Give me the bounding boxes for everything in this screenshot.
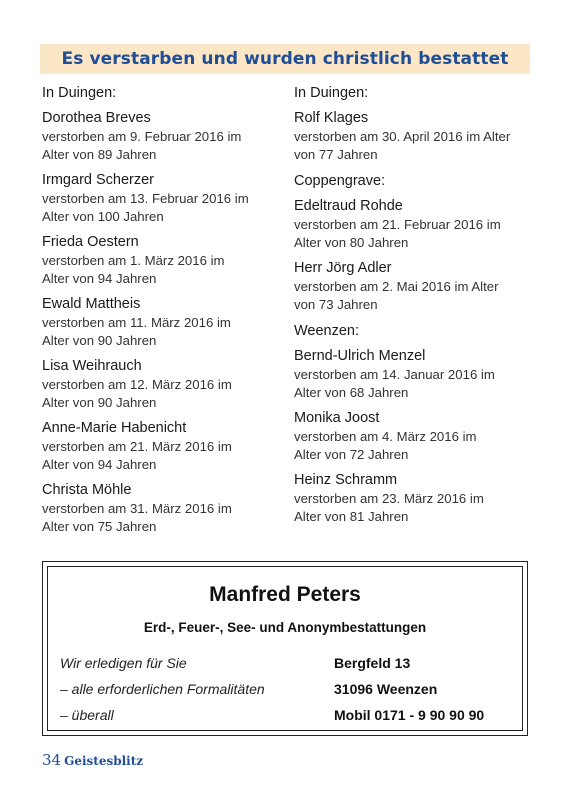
death-date-line: verstorben am 13. Februar 2016 im bbox=[42, 191, 249, 206]
obituary-entry bbox=[294, 471, 534, 526]
age-line: Alter von 75 Jahren bbox=[42, 519, 157, 534]
age-line: Alter von 68 Jahren bbox=[294, 385, 409, 400]
advertisement-inner-border bbox=[47, 566, 523, 731]
offer-line: Wir erledigen für Sie bbox=[60, 655, 187, 671]
age-line: Alter von 89 Jahren bbox=[42, 147, 157, 162]
deceased-name: Christa Möhle bbox=[42, 482, 132, 498]
death-date-line: verstorben am 21. Februar 2016 im bbox=[294, 217, 501, 232]
obituary-entry bbox=[42, 419, 282, 474]
page-number: 34 bbox=[42, 751, 62, 769]
age-line: von 73 Jahren bbox=[294, 297, 378, 312]
age-line: Alter von 100 Jahren bbox=[42, 209, 164, 224]
deceased-name: Frieda Oestern bbox=[42, 234, 139, 250]
street-address: Bergfeld 13 bbox=[334, 655, 411, 671]
age-line: Alter von 72 Jahren bbox=[294, 447, 409, 462]
age-line: Alter von 94 Jahren bbox=[42, 457, 157, 472]
deceased-name: Rolf Klages bbox=[294, 110, 369, 126]
place-heading: Coppengrave: bbox=[294, 173, 386, 189]
place-heading: In Duingen: bbox=[42, 85, 117, 101]
obituary-entry bbox=[294, 259, 534, 314]
obituary-entry bbox=[294, 409, 534, 464]
place-heading: In Duingen: bbox=[294, 85, 369, 101]
section-header bbox=[40, 44, 530, 74]
obituary-entry bbox=[42, 233, 282, 288]
obituary-entry bbox=[294, 197, 534, 252]
deceased-name: Heinz Schramm bbox=[294, 472, 398, 488]
postal-city: 31096 Weenzen bbox=[334, 681, 438, 697]
obituary-entry bbox=[42, 481, 282, 536]
place-heading: Weenzen: bbox=[294, 323, 360, 339]
deceased-name: Dorothea Breves bbox=[42, 110, 151, 126]
age-line: Alter von 94 Jahren bbox=[42, 271, 157, 286]
advertisement-offer bbox=[60, 654, 265, 732]
death-date-line: verstorben am 9. Februar 2016 im bbox=[42, 129, 242, 144]
right-column bbox=[294, 84, 534, 533]
offer-line: – alle erforderlichen Formalitäten bbox=[60, 681, 265, 697]
death-date-line: verstorben am 2. Mai 2016 im Alter bbox=[294, 279, 499, 294]
obituary-entry bbox=[42, 357, 282, 412]
deceased-name: Bernd-Ulrich Menzel bbox=[294, 348, 426, 364]
obituary-entry bbox=[42, 171, 282, 226]
age-line: von 77 Jahren bbox=[294, 147, 378, 162]
advertiser-name: Manfred Peters bbox=[209, 583, 361, 606]
page-footer bbox=[42, 750, 143, 769]
deceased-name: Edeltraud Rohde bbox=[294, 198, 403, 214]
advertiser-services: Erd-, Feuer-, See- und Anonymbestattungen bbox=[143, 620, 427, 635]
age-line: Alter von 90 Jahren bbox=[42, 395, 157, 410]
death-date-line: verstorben am 4. März 2016 im bbox=[294, 429, 477, 444]
death-date-line: verstorben am 1. März 2016 im bbox=[42, 253, 225, 268]
deceased-name: Anne-Marie Habenicht bbox=[42, 420, 187, 436]
death-date-line: verstorben am 30. April 2016 im Alter bbox=[294, 129, 511, 144]
deceased-name: Ewald Mattheis bbox=[42, 296, 141, 312]
deceased-name: Irmgard Scherzer bbox=[42, 172, 155, 188]
age-line: Alter von 90 Jahren bbox=[42, 333, 157, 348]
deceased-name: Monika Joost bbox=[294, 410, 380, 426]
advertisement-contact bbox=[334, 654, 484, 732]
left-column bbox=[42, 84, 282, 543]
deceased-name: Herr Jörg Adler bbox=[294, 260, 392, 276]
obituary-entry bbox=[42, 295, 282, 350]
offer-line: – überall bbox=[60, 707, 114, 723]
mobile-number: Mobil 0171 - 9 90 90 90 bbox=[334, 707, 485, 723]
death-date-line: verstorben am 14. Januar 2016 im bbox=[294, 367, 495, 382]
death-date-line: verstorben am 23. März 2016 im bbox=[294, 491, 484, 506]
obituary-entry bbox=[294, 109, 534, 164]
age-line: Alter von 81 Jahren bbox=[294, 509, 409, 524]
deceased-name: Lisa Weihrauch bbox=[42, 358, 142, 374]
section-title: Es verstarben und wurden christlich bestattet bbox=[61, 49, 509, 69]
magazine-name: Geistesblitz bbox=[64, 754, 144, 768]
death-date-line: verstorben am 31. März 2016 im bbox=[42, 501, 232, 516]
death-date-line: verstorben am 11. März 2016 im bbox=[42, 315, 231, 330]
obituary-entry bbox=[294, 347, 534, 402]
death-date-line: verstorben am 12. März 2016 im bbox=[42, 377, 232, 392]
obituary-entry bbox=[42, 109, 282, 164]
age-line: Alter von 80 Jahren bbox=[294, 235, 409, 250]
death-date-line: verstorben am 21. März 2016 im bbox=[42, 439, 232, 454]
funeral-advertisement bbox=[42, 561, 528, 736]
